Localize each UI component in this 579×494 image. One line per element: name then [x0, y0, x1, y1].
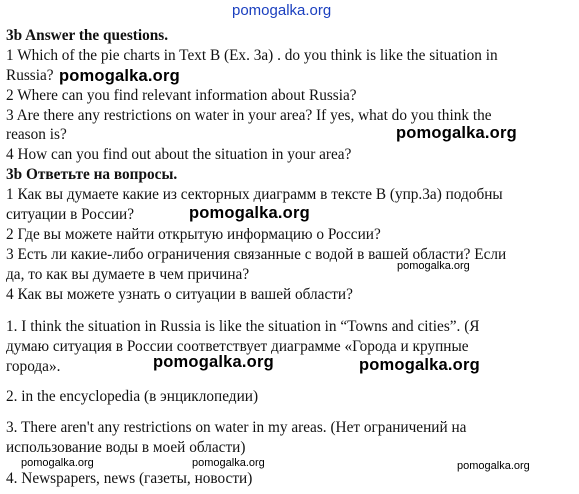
answer-3: 3. There aren't any restrictions on water in my areas. (Нет ограничений на	[6, 419, 467, 436]
section-title-en: 3b Answer the questions.	[6, 27, 169, 44]
watermark: pomogalka.org	[192, 457, 265, 469]
question-ru-1: 1 Как вы думаете какие из секторных диаграмм в тексте B (упр.3а) подобны	[6, 186, 503, 203]
answer-1-cont2: города».	[6, 358, 61, 375]
answer-1: 1. I think the situation in Russia is like the situation in “Towns and cities”. (Я	[6, 318, 480, 335]
watermark: pomogalka.org	[21, 457, 94, 469]
question-ru-3-cont: да, то как вы думаете в чем причина?	[6, 266, 250, 283]
answer-4: 4. Newspapers, news (газеты, новости)	[6, 470, 253, 487]
watermark: pomogalka.org	[397, 260, 470, 272]
watermark: pomogalka.org	[396, 124, 517, 142]
watermark: pomogalka.org	[59, 67, 180, 85]
question-en-2: 2 Where can you find relevant information about Russia?	[6, 87, 357, 104]
question-ru-3: 3 Есть ли какие-либо ограничения связанные с водой в вашей области? Если	[6, 246, 507, 263]
question-ru-1-cont: ситуации в России?	[6, 206, 135, 223]
question-en-4: 4 How can you find out about the situation in your area?	[6, 146, 352, 163]
question-en-3-cont: reason is?	[6, 126, 67, 143]
section-title-ru: 3b Ответьте на вопросы.	[6, 166, 178, 183]
question-ru-4: 4 Как вы можете узнать о ситуации в вашей области?	[6, 286, 353, 303]
answer-3-cont: использование воды в моей области)	[6, 439, 246, 456]
watermark: pomogalka.org	[189, 204, 310, 222]
question-ru-2: 2 Где вы можете найти открытую информацию о России?	[6, 226, 381, 243]
question-en-1-cont: Russia?	[6, 67, 54, 84]
question-en-3: 3 Are there any restrictions on water in your area? If yes, what do you think the	[6, 107, 492, 124]
answer-2: 2. in the encyclopedia (в энциклопедии)	[6, 388, 259, 405]
watermark: pomogalka.org	[359, 356, 480, 374]
question-en-1: 1 Which of the pie charts in Text B (Ex. 3a) . do you think is like the situation in	[6, 47, 498, 64]
watermark: pomogalka.org	[457, 460, 530, 472]
answer-1-cont: думаю ситуация в России соответствует диаграмме «Города и крупные	[6, 338, 469, 355]
watermark: pomogalka.org	[153, 353, 274, 371]
watermark-top: pomogalka.org	[232, 2, 332, 19]
